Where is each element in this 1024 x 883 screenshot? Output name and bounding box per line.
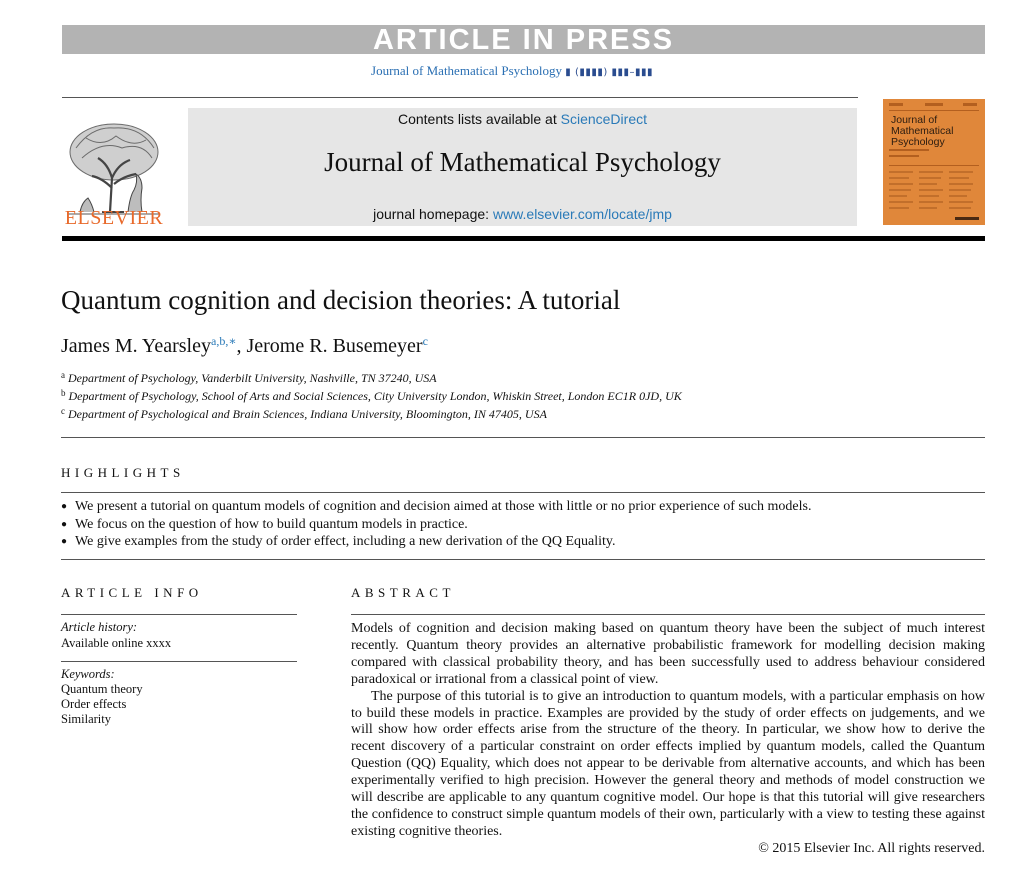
author-name[interactable]: James M. Yearsley <box>61 335 211 357</box>
homepage-prefix: journal homepage: <box>373 206 493 222</box>
journal-title: Journal of Mathematical Psychology <box>324 147 721 177</box>
cover-title <box>891 115 953 148</box>
list-item: ● We focus on the question of how to build quantum models in practice. <box>61 516 811 534</box>
list-item: ● We present a tutorial on quantum models of cognition and decision aimed at those with little or no prior experience of such models. <box>61 498 811 516</box>
affiliation-text: Department of Psychology, School of Arts and Social Sciences, City University London, Whiskin Street, London EC1R 0JD, UK <box>68 389 682 403</box>
cover-title-line: Psychology <box>891 136 945 148</box>
article-info-rule <box>61 614 297 615</box>
keyword[interactable]: Similarity <box>61 712 111 726</box>
article-history-label: Article history: <box>61 620 138 634</box>
author-list <box>61 334 428 358</box>
affiliation <box>61 406 547 422</box>
highlights-heading: HIGHLIGHTS <box>61 465 185 480</box>
article-history-value: Available online xxxx <box>61 636 172 650</box>
affiliation-text: Department of Psychological and Brain Sciences, Indiana University, Bloomington, IN 47405, USA <box>68 407 547 421</box>
highlights-bottom-rule <box>61 559 985 560</box>
affiliation <box>61 388 682 404</box>
author-separator: , <box>236 335 247 357</box>
author-affiliation-marks[interactable]: a,b,∗ <box>211 334 237 348</box>
journal-reference[interactable] <box>0 63 1024 79</box>
contents-prefix: Contents lists available at <box>397 111 561 127</box>
contents-line <box>188 111 857 127</box>
homepage-line <box>188 206 857 222</box>
affiliation <box>61 370 437 386</box>
journal-cover-thumbnail[interactable] <box>883 99 985 225</box>
author-name[interactable]: Jerome R. Busemeyer <box>246 335 423 357</box>
affiliation-mark: a <box>61 370 65 380</box>
abstract-paragraph: Models of cognition and decision making based on quantum theory have been the subject of much interest recently. Quantum theory provides an alternative probabilistic framework for modelling decision making compared with classical probability theory, and has been successfully used to address behaviour considered paradoxical or irrational from a classical point of view. <box>351 621 985 687</box>
journal-reference-name[interactable]: Journal of Mathematical Psychology <box>371 63 563 78</box>
abstract-rule <box>351 614 985 615</box>
abstract-paragraph: The purpose of this tutorial is to give an introduction to quantum models, with a particular emphasis on how to build these models in practice. Examples are provided by the study of order effects on judgements, and we will show how order effects arise from the structure of the theory. In particular, we show how to derive the recent discovery of a particular constraint on order effects implied by quantum models, called the Quantum Question (QQ) Equality, which does not appear to be derivable from alternative accounts, and which has been experimentally verified to high precision. However the general theory and methods of model construction we will describe are applicable to any quantum cognitive model. Our hope is that this tutorial will give researchers the confidence to construct simple quantum models of their own, particularly with a view to testing these against existing cognitive theories. <box>351 688 985 839</box>
article-info-heading: ARTICLE INFO <box>61 585 203 600</box>
header-rule <box>62 97 858 98</box>
sciencedirect-link[interactable]: ScienceDirect <box>560 111 647 127</box>
keyword[interactable]: Order effects <box>61 697 127 711</box>
volume-placeholder: ▮ (▮▮▮▮) ▮▮▮–▮▮▮ <box>565 67 653 78</box>
keywords-label: Keywords: <box>61 667 115 681</box>
highlights-rule <box>61 492 985 493</box>
abstract-body <box>351 621 985 841</box>
masthead-thick-rule <box>62 236 985 241</box>
list-item: ● We give examples from the study of order effect, including a new derivation of the QQ Equality. <box>61 533 811 551</box>
journal-homepage-link[interactable]: www.elsevier.com/locate/jmp <box>492 206 672 222</box>
copyright-notice: © 2015 Elsevier Inc. All rights reserved. <box>758 841 985 856</box>
article-title: Quantum cognition and decision theories: A tutorial <box>61 285 621 315</box>
highlights-list <box>61 498 811 551</box>
keyword[interactable]: Quantum theory <box>61 682 143 696</box>
keywords-rule <box>61 661 297 662</box>
elsevier-wordmark[interactable]: ELSEVIER <box>64 207 164 229</box>
author-affiliation-marks[interactable]: c <box>422 334 428 348</box>
affiliations-rule <box>61 437 985 438</box>
affiliation-mark: b <box>61 388 66 398</box>
affiliation-text: Department of Psychology, Vanderbilt University, Nashville, TN 37240, USA <box>68 371 437 385</box>
cover-title-line: Journal of <box>891 114 938 126</box>
abstract-heading: ABSTRACT <box>351 585 455 600</box>
affiliation-mark: c <box>61 406 65 416</box>
article-in-press-banner: ARTICLE IN PRESS <box>62 25 985 54</box>
cover-title-line: Mathematical <box>891 125 954 137</box>
